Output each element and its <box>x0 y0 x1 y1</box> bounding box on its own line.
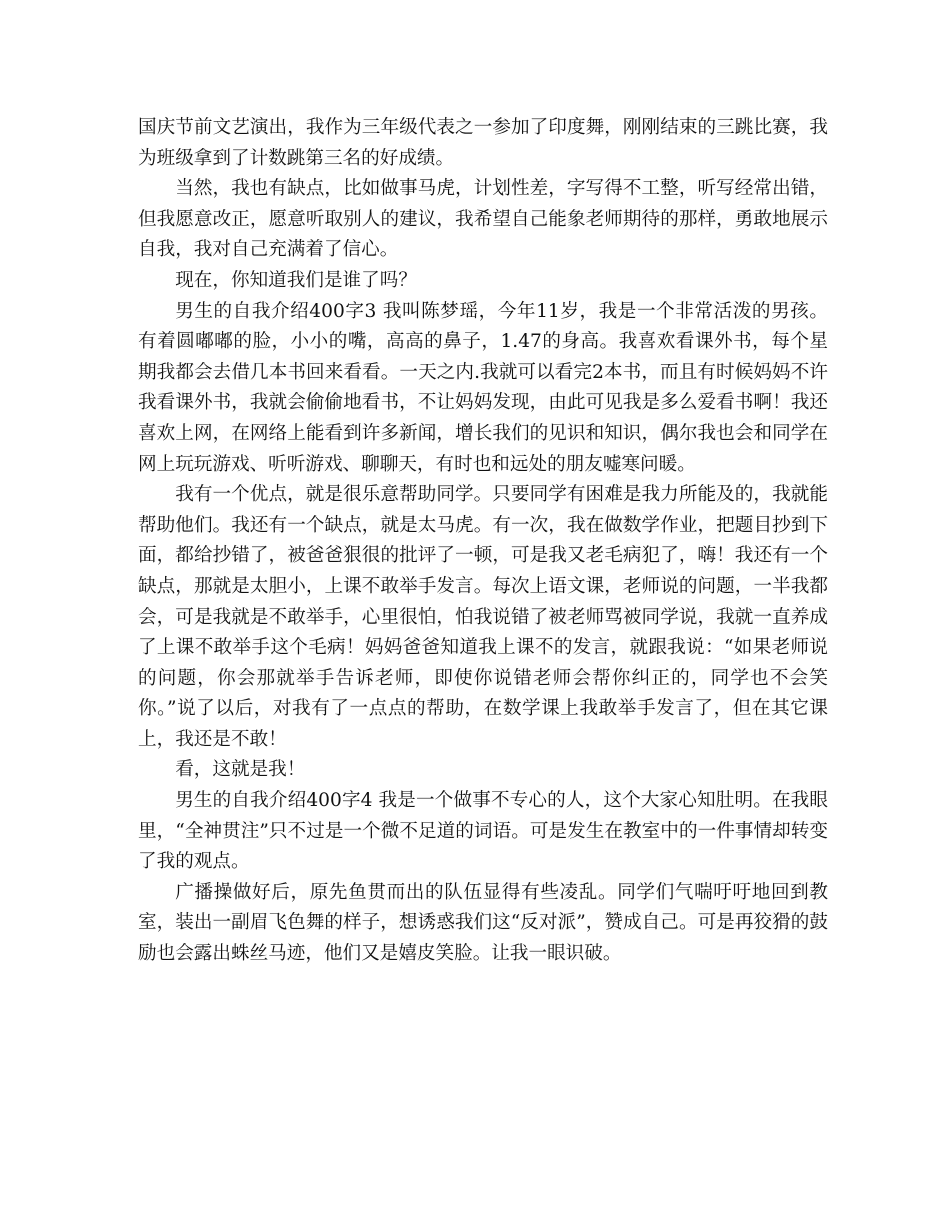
paragraph-5: 我有一个优点，就是很乐意帮助同学。只要同学有困难是我力所能及的，我就能帮助他们。我还有一个缺点，就是太马虎。有一次，我在做数学作业，把题目抄到下面，都给抄错了，被爸爸狠很的批评了一顿，可是我又老毛病犯了，嗨！我还有一个缺点，那就是太胆小，上课不敢举手发言。每次上语文课，老师说的问题，一半我都会，可是我就是不敢举手，心里很怕，怕我说错了被老师骂被同学说，我就一直养成了上课不敢举手这个毛病！妈妈爸爸知道我上课不的发言，就跟我说：“如果老师说的问题，你会那就举手告诉老师，即使你说错老师会帮你纠正的，同学也不会笑你。”说了以后，对我有了一点点的帮助，在数学课上我敢举手发言了，但在其它课上，我还是不敢！ <box>138 484 828 750</box>
document-body <box>138 113 828 970</box>
paragraph-6: 看，这就是我！ <box>175 759 306 781</box>
paragraph-3: 现在，你知道我们是谁了吗？ <box>175 269 417 291</box>
paragraph-4: 男生的自我介绍400字3 我叫陈梦瑶，今年11岁，我是一个非常活泼的男孩。有着圆嘟嘟的脸，小小的嘴，高高的鼻子，1.47的身高。我喜欢看课外书，每个星期我都会去借几本书回来看看。一天之内.我就可以看完2本书，而且有时候妈妈不许我看课外书，我就会偷偷地看书，不让妈妈发现，由此可见我是多么爱看书啊！我还喜欢上网，在网络上能看到许多新闻，增长我们的见识和知识，偶尔我也会和同学在网上玩玩游戏、听听游戏、聊聊天，有时也和远处的朋友嘘寒问暖。 <box>138 300 828 475</box>
paragraph-1: 国庆节前文艺演出，我作为三年级代表之一参加了印度舞，刚刚结束的三跳比赛，我为班级拿到了计数跳第三名的好成绩。 <box>138 117 828 169</box>
paragraph-7: 男生的自我介绍400字4 我是一个做事不专心的人，这个大家心知肚明。在我眼里，“全神贯注”只不过是一个微不足道的词语。可是发生在教室中的一件事情却转变了我的观点。 <box>138 790 828 873</box>
paragraph-2: 当然，我也有缺点，比如做事马虎，计划性差，字写得不工整，听写经常出错，但我愿意改正，愿意听取别人的建议，我希望自己能象老师期待的那样，勇敢地展示自我，我对自己充满着了信心。 <box>138 178 828 261</box>
paragraph-8: 广播操做好后，原先鱼贯而出的队伍显得有些凌乱。同学们气喘吁吁地回到教室，装出一副眉飞色舞的样子，想诱惑我们这“反对派”，赞成自己。可是再狡猾的鼓励也会露出蛛丝马迹，他们又是嬉皮笑脸。让我一眼识破。 <box>138 881 828 965</box>
